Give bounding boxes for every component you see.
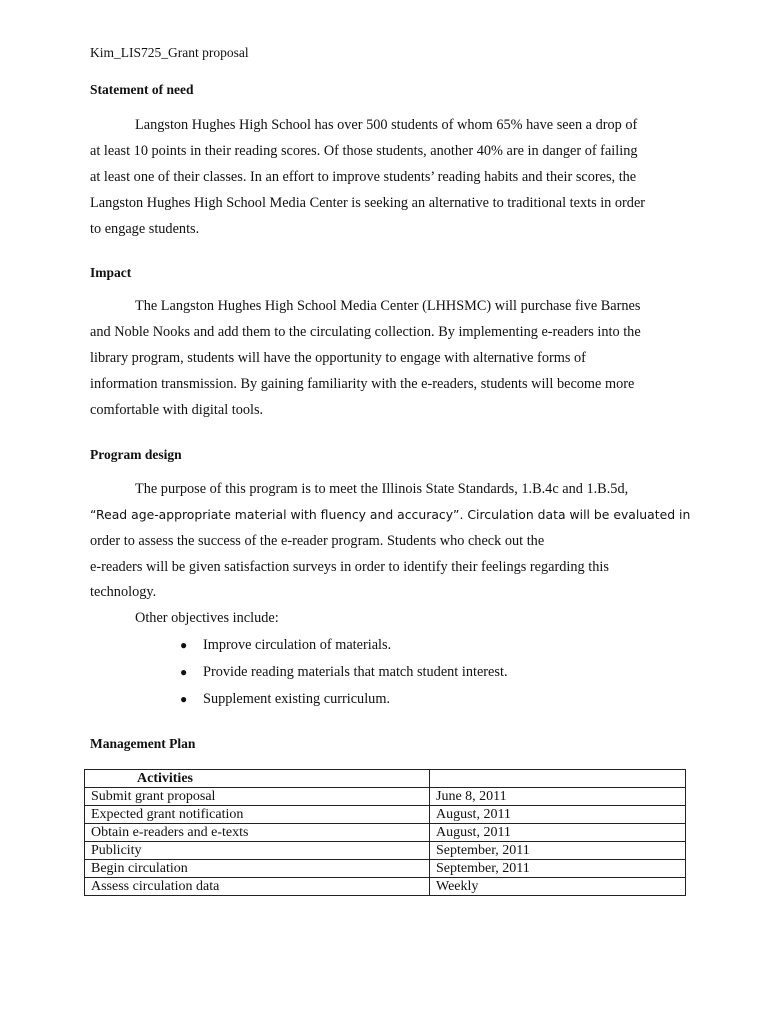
bullet-icon: ● [180, 638, 188, 652]
table-header-activities: Activities [85, 770, 430, 788]
heading-statement-of-need: Statement of need [90, 82, 194, 97]
table-row [85, 878, 686, 896]
need-line-3: at least one of their classes. In an effort to improve students’ reading habits and their scores, the [90, 169, 637, 185]
impact-line-3: library program, students will have the opportunity to engage with alternative forms of [90, 350, 586, 366]
date-cell: August, 2011 [430, 806, 686, 824]
date-cell: June 8, 2011 [430, 788, 686, 806]
impact-line-5: comfortable with digital tools. [90, 402, 264, 418]
design-line-3: order to assess the success of the e-reader program. Students who check out the [90, 533, 545, 549]
date-cell: August, 2011 [430, 824, 686, 842]
activity-cell: Expected grant notification [85, 806, 430, 824]
document-header: Kim_LIS725_Grant proposal [90, 45, 249, 60]
bullet-icon: ● [180, 692, 188, 706]
table-header-date [430, 770, 686, 788]
date-cell: September, 2011 [430, 860, 686, 878]
date-cell: Weekly [430, 878, 686, 896]
bullet-icon: ● [180, 665, 188, 679]
date-cell: September, 2011 [430, 842, 686, 860]
table-row [85, 824, 686, 842]
need-line-2: at least 10 points in their reading scores. Of those students, another 40% are in danger of failing [90, 143, 638, 159]
impact-line-1: The Langston Hughes High School Media Center (LHHSMC) will purchase five Barnes [135, 298, 641, 314]
list-item: ● Improve circulation of materials. [180, 632, 508, 659]
heading-program-design: Program design [90, 447, 182, 462]
objectives-list [180, 632, 508, 713]
activity-cell: Submit grant proposal [85, 788, 430, 806]
table-row [85, 842, 686, 860]
table-row [85, 806, 686, 824]
design-line-5: technology. [90, 584, 157, 600]
table-row [85, 788, 686, 806]
design-line-4: e-readers will be given satisfaction surveys in order to identify their feelings regarding this [90, 559, 609, 575]
list-item: ● Supplement existing curriculum. [180, 686, 508, 713]
impact-line-2: and Noble Nooks and add them to the circulating collection. By implementing e-readers into the [90, 324, 641, 340]
list-item: ● Provide reading materials that match student interest. [180, 659, 508, 686]
heading-management-plan: Management Plan [90, 736, 196, 751]
need-line-5: to engage students. [90, 221, 200, 237]
objectives-intro: Other objectives include: [135, 610, 279, 626]
management-plan-table [84, 769, 686, 896]
activity-cell: Obtain e-readers and e-texts [85, 824, 430, 842]
table-row [85, 860, 686, 878]
design-line-1: The purpose of this program is to meet the Illinois State Standards, 1.B.4c and 1.B.5d, [135, 481, 629, 497]
need-line-1: Langston Hughes High School has over 500 students of whom 65% have seen a drop of [135, 117, 638, 133]
activity-cell: Begin circulation [85, 860, 430, 878]
need-line-4: Langston Hughes High School Media Center is seeking an alternative to traditional texts in order [90, 195, 646, 211]
activity-cell: Assess circulation data [85, 878, 430, 896]
design-line-2: “Read age-appropriate material with fluency and accuracy”. Circulation data will be evaluated in [90, 507, 691, 522]
impact-line-4: information transmission. By gaining familiarity with the e-readers, students will become more [90, 376, 635, 392]
activity-cell: Publicity [85, 842, 430, 860]
table-header-row [85, 770, 686, 788]
heading-impact: Impact [90, 265, 132, 280]
